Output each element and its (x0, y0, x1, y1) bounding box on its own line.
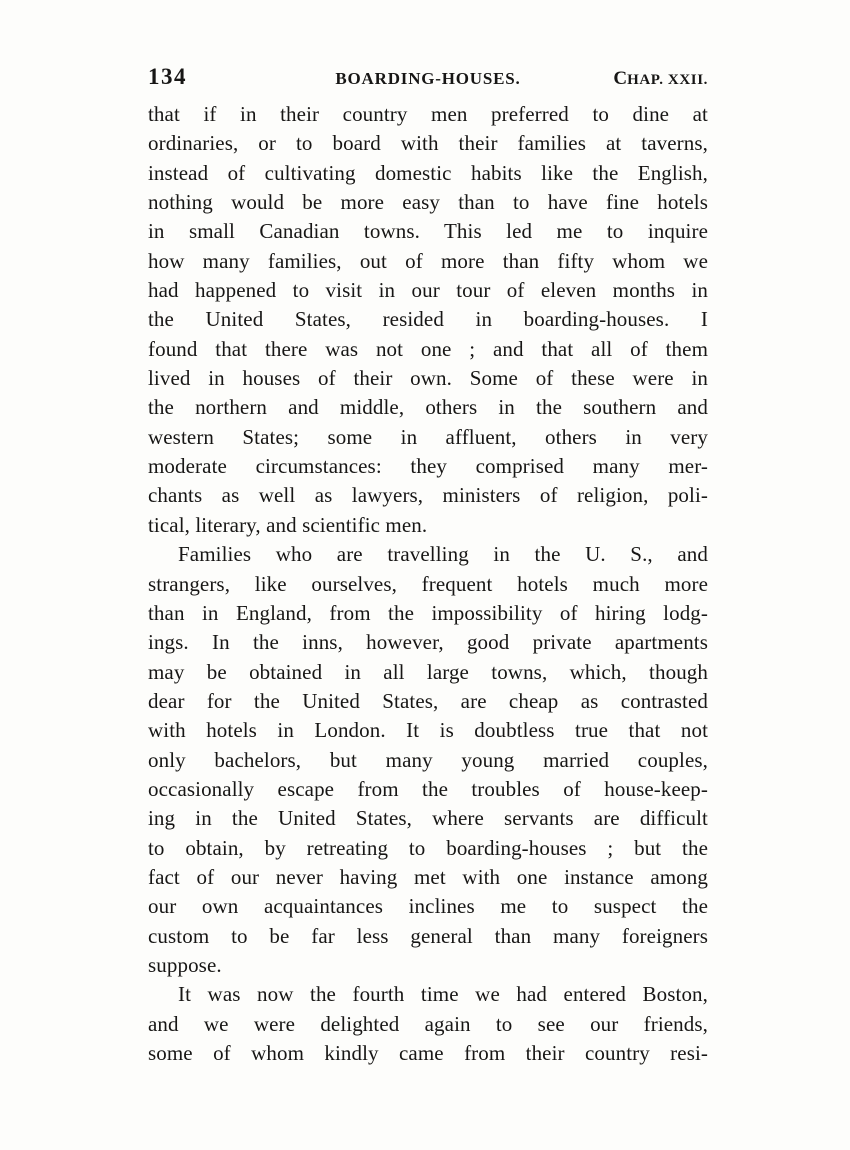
text-line: had happened to visit in our tour of eleven months in (148, 278, 708, 303)
text-line: custom to be far less general than many foreigners (148, 923, 708, 948)
chapter-initial: C (613, 68, 628, 89)
text-line: instead of cultivating domestic habits like the English, (148, 160, 708, 185)
text-line: Families who are travelling in the U. S., and (178, 542, 708, 567)
text-line: ordinaries, or to board with their families at taverns, (148, 131, 708, 156)
text-line: in small Canadian towns. This led me to inquire (148, 219, 708, 244)
running-title: BOARDING-HOUSES. (335, 69, 521, 88)
text-line: to obtain, by retreating to boarding-houses ; but the (148, 835, 708, 860)
text-line: occasionally escape from the troubles of house-keep- (148, 776, 708, 801)
text-line: lived in houses of their own. Some of these were in (148, 366, 708, 391)
text-line: dear for the United States, are cheap as contrasted (148, 688, 708, 713)
text-line: tical, literary, and scientific men. (148, 512, 428, 537)
text-line: western States; some in affluent, others in very (148, 424, 708, 449)
text-line: found that there was not one ; and that all of them (148, 336, 708, 361)
text-line: nothing would be more easy than to have fine hotels (148, 190, 708, 215)
text-line: our own acquaintances inclines me to suspect the (148, 894, 708, 919)
text-line: strangers, like ourselves, frequent hotels much more (148, 571, 708, 596)
text-line: fact of our never having met with one instance among (148, 864, 708, 889)
text-line: the northern and middle, others in the southern and (148, 395, 708, 420)
text-line: ing in the United States, where servants are difficult (148, 806, 708, 831)
text-line: that if in their country men preferred to dine at (148, 102, 708, 126)
paragraph (148, 540, 708, 980)
text-line: than in England, from the impossibility of hiring lodg- (148, 600, 708, 625)
text-line: only bachelors, but many young married couples, (148, 747, 708, 772)
page-number: 134 (148, 64, 187, 89)
text-line: how many families, out of more than fifty whom we (148, 248, 708, 273)
paragraph (148, 100, 708, 540)
text-line: moderate circumstances: they comprised many mer- (148, 454, 708, 479)
text-line: with hotels in London. It is doubtless true that not (148, 718, 708, 743)
text-line: It was now the fourth time we had entered Boston, (178, 982, 708, 1007)
text-line: and we were delighted again to see our friends, (148, 1011, 708, 1036)
text-line: ings. In the inns, however, good private apartments (148, 630, 708, 655)
paragraph (148, 980, 708, 1068)
page-header (148, 64, 708, 90)
text-line: some of whom kindly came from their country resi- (148, 1041, 708, 1065)
text-line: the United States, resided in boarding-houses. I (148, 307, 708, 332)
body-text (148, 100, 708, 1068)
text-line: chants as well as lawyers, ministers of religion, poli- (148, 483, 708, 508)
chapter-label (588, 68, 708, 90)
chapter-rest: HAP. XXII. (627, 72, 708, 88)
text-line: may be obtained in all large towns, which, though (148, 659, 708, 684)
text-line: suppose. (148, 952, 222, 977)
